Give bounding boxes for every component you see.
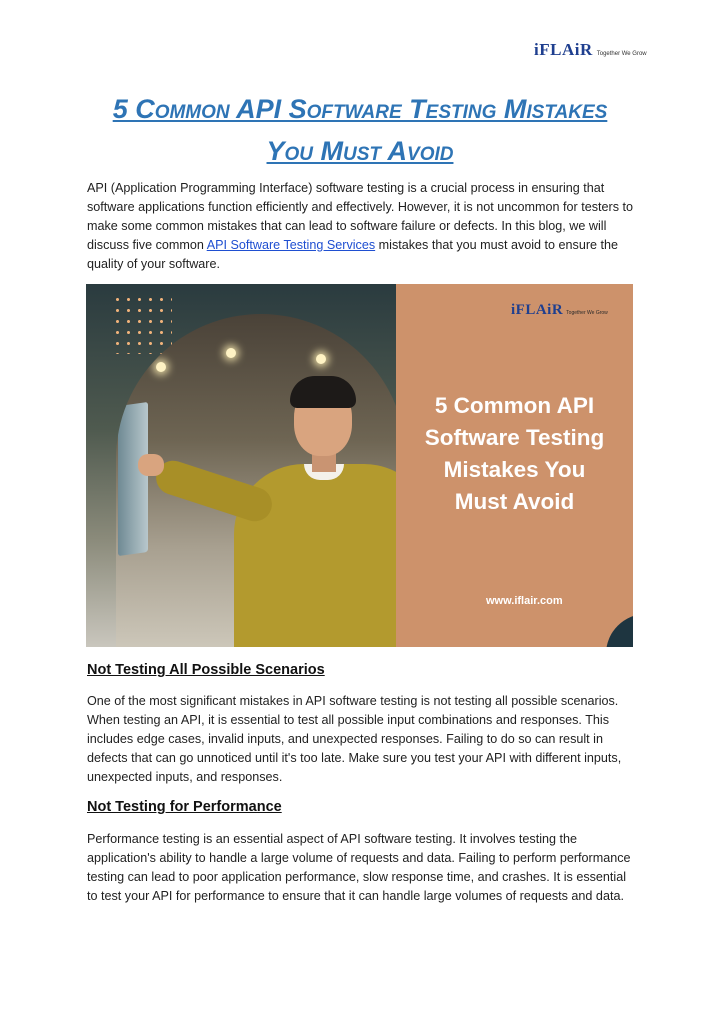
- ceiling-light-icon: [156, 362, 166, 372]
- intro-text-start: API (Application Programming Interface) software testing is a crucial process in ensuring that software applications function efficiently and effectively. However, it is not uncommon for testers to make some common mistakes that can lead to software failure or defects. In this blog, we will discuss five common: [87, 181, 634, 252]
- office-photo-arch: [116, 314, 406, 647]
- section-body-scenarios: One of the most significant mistakes in API software testing is not testing all possible scenarios. When testing an API, it is essential to test all possible input combinations and responses. This includes edge cases, invalid inputs, and unexpected responses. Failing to do so can result in defects that can go unnoticed until it's too late. Make sure you test your API with different inputs, unexpected inputs, and responses.: [87, 694, 622, 784]
- person-hair: [290, 376, 356, 408]
- dot-pattern-decoration: [112, 294, 172, 354]
- api-testing-services-link[interactable]: API Software Testing Services: [206, 238, 376, 252]
- person-arm: [152, 456, 277, 525]
- ceiling-light-icon: [226, 348, 236, 358]
- banner-heading-line-3: Mistakes You: [443, 457, 586, 482]
- logo-wordmark: iFLAiR: [534, 40, 593, 59]
- logo-tagline: Together We Grow: [596, 51, 647, 57]
- person-hand: [138, 454, 164, 476]
- banner-logo-wordmark: iFLAiR: [511, 302, 564, 318]
- intro-text-end: mistakes that you must avoid to ensure the quality of your software.: [87, 238, 619, 271]
- banner-logo: [511, 302, 631, 319]
- monitor-screen: [118, 402, 148, 556]
- banner-url: www.iflair.com: [486, 595, 563, 607]
- banner-heading: [406, 390, 623, 518]
- brand-logo[interactable]: [534, 40, 647, 60]
- banner-heading-line-2: Software Testing: [424, 425, 605, 450]
- banner-logo-tagline: Together We Grow: [566, 310, 608, 316]
- ceiling-light-icon: [316, 354, 326, 364]
- page-title: [60, 88, 660, 172]
- title-line-1: 5 Common API Software Testing Mistakes: [112, 94, 608, 124]
- banner-heading-line-4: Must Avoid: [454, 489, 575, 514]
- banner-heading-line-1: 5 Common API: [434, 393, 595, 418]
- title-line-2: You Must Avoid: [266, 136, 454, 166]
- intro-paragraph: [87, 179, 635, 274]
- section-body-performance: Performance testing is an essential aspect of API software testing. It involves testing the application's ability to handle a large volume of requests and data. Failing to perform performance testing can lead to poor application performance, slow response time, and crashes. It is essential to test your API for performance to ensure that it can handle large volumes of requests and data.: [87, 832, 631, 903]
- section-heading-scenarios: Not Testing All Possible Scenarios: [87, 662, 325, 678]
- hero-banner-image: [86, 284, 633, 647]
- section-heading-performance: Not Testing for Performance: [87, 799, 282, 815]
